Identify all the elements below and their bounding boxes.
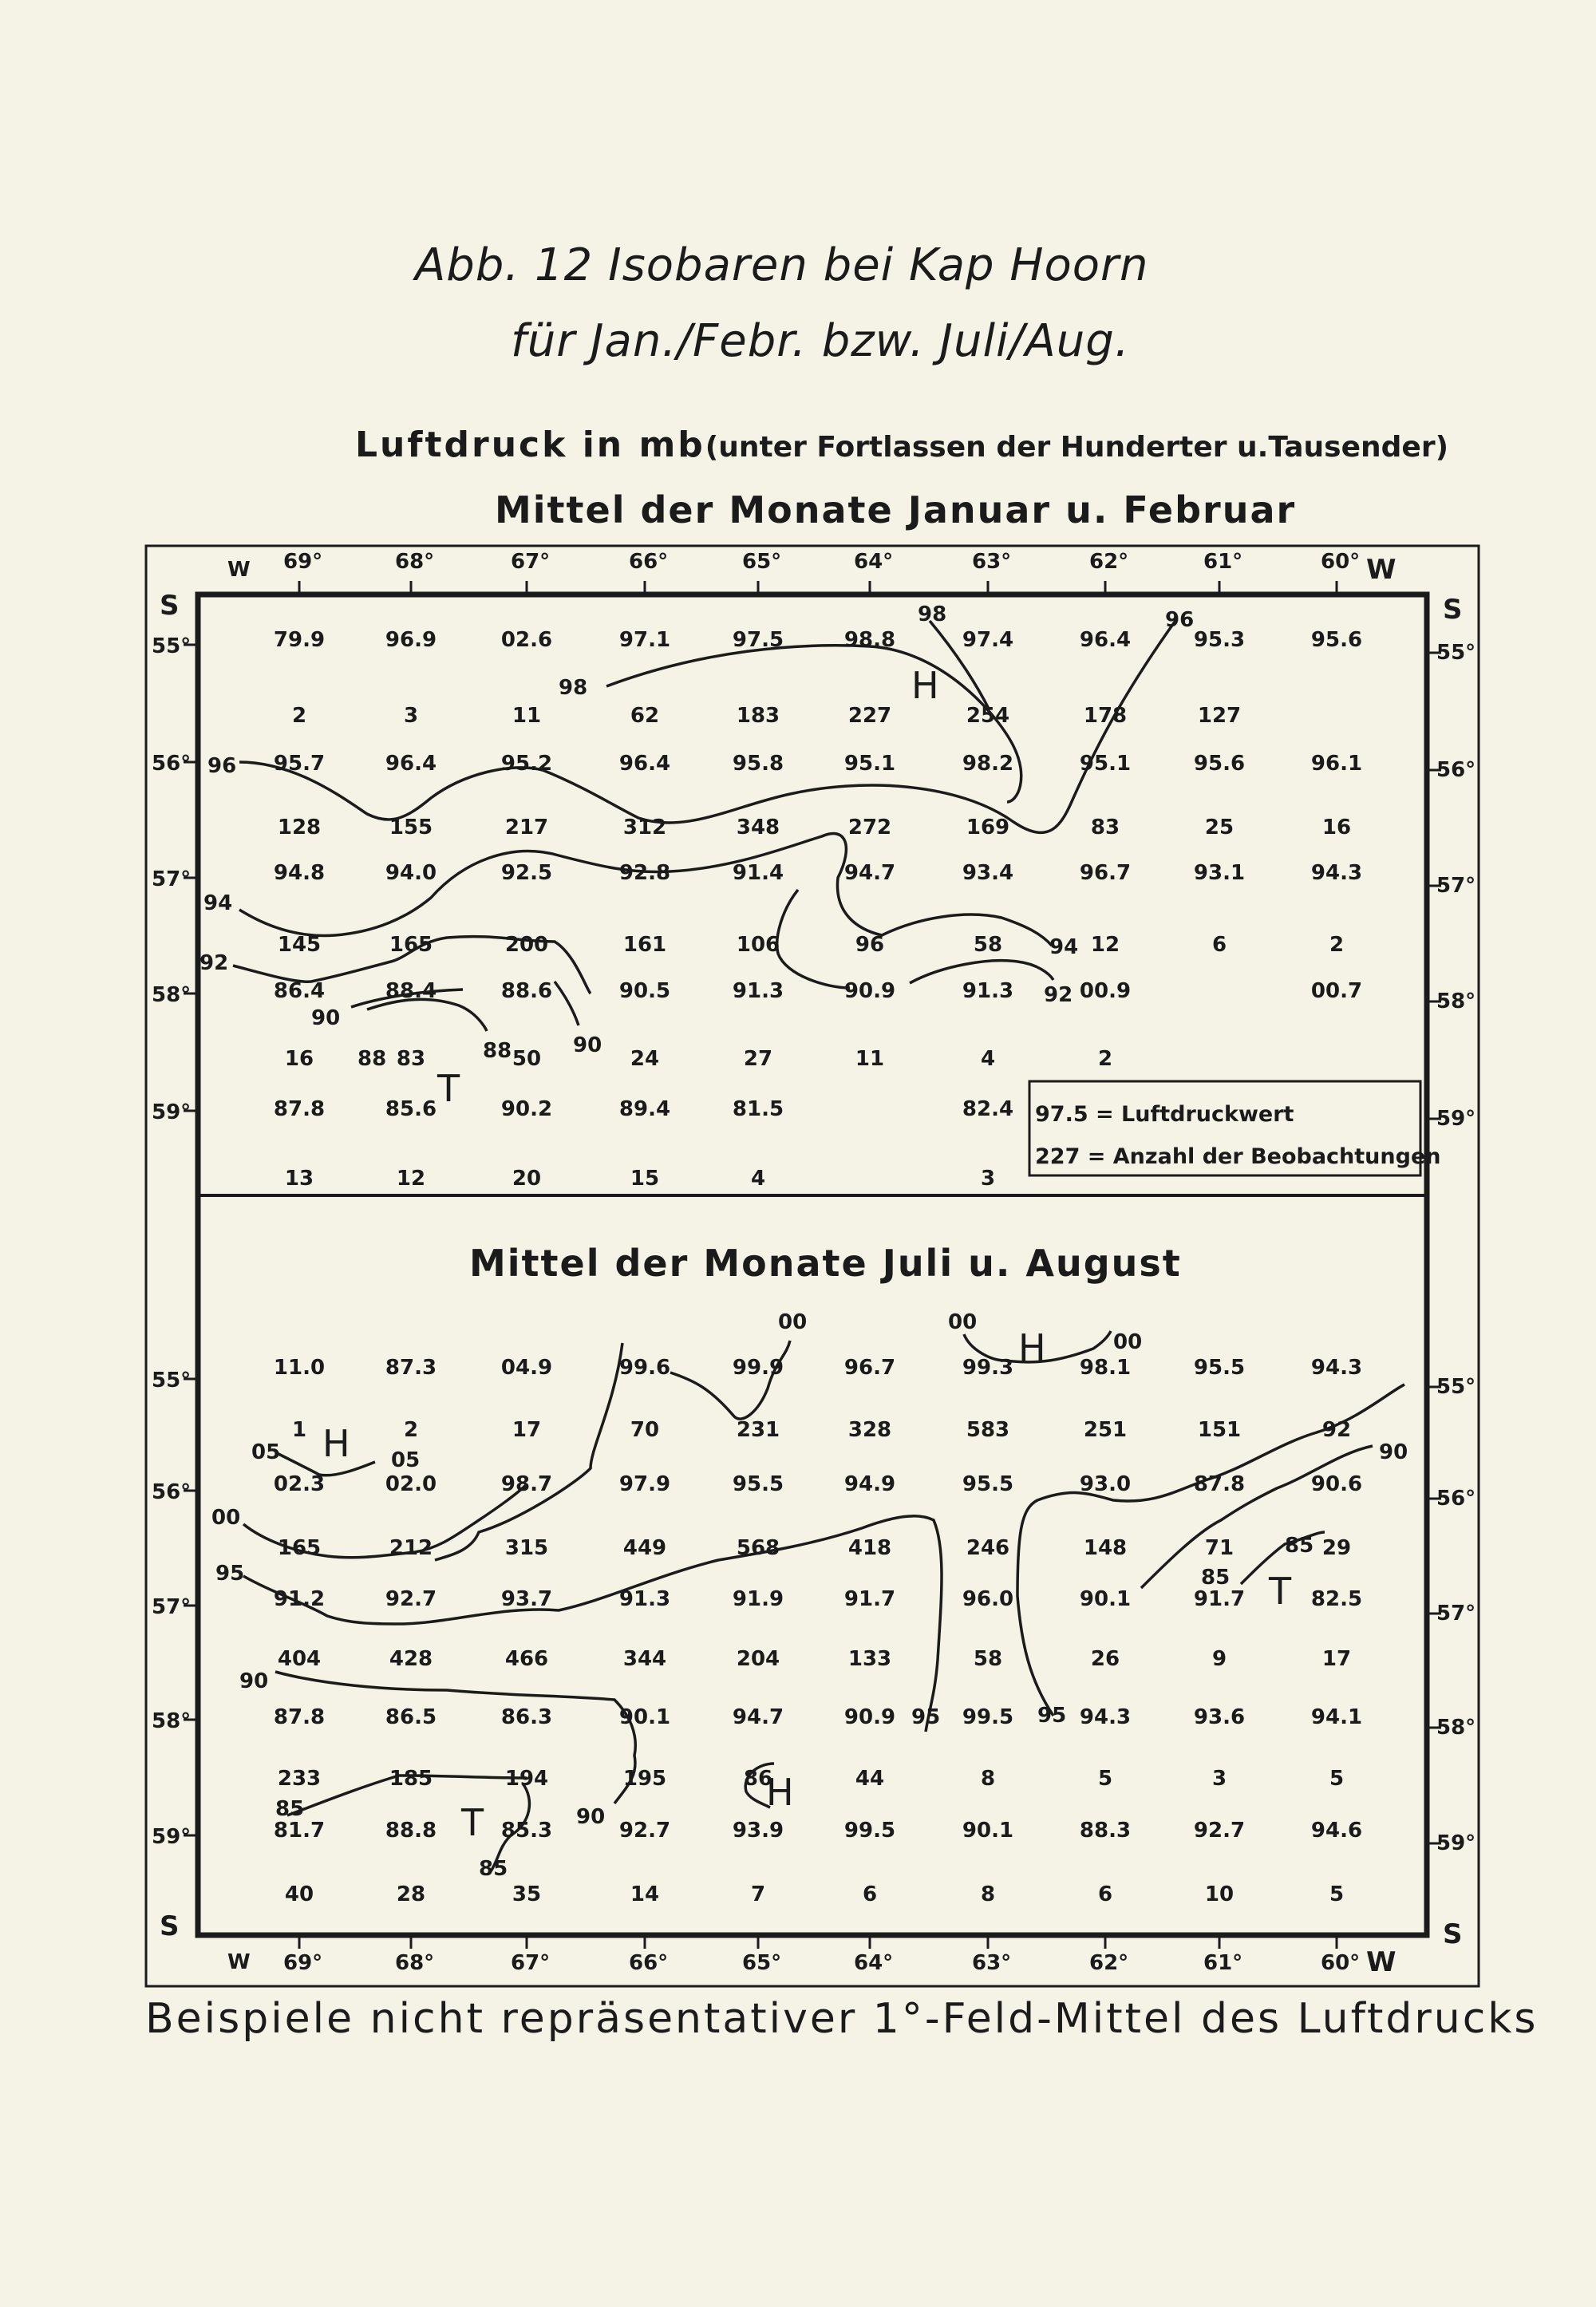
jan-cell-0-2: 02.6 xyxy=(500,628,553,652)
jul-cell-8-7: 88.3 xyxy=(1079,1819,1132,1843)
jul-isobar-label-90-west: 90 xyxy=(239,1669,269,1693)
jul-cell-7-9: 5 xyxy=(1329,1767,1345,1791)
inner-map-frame xyxy=(198,595,1427,1935)
jul-cell-0-9: 94.3 xyxy=(1310,1356,1363,1380)
jan-cell-0-9: 95.6 xyxy=(1310,628,1363,652)
jan-cell-3-9: 16 xyxy=(1321,816,1352,839)
compass-south-top-right: S xyxy=(1443,594,1463,626)
jan-isobar-label-90-b: 90 xyxy=(573,1033,602,1057)
jan-cell-4-3: 92.8 xyxy=(618,861,671,885)
lon-top-3: 66° xyxy=(629,550,669,574)
jan-cell-5-9: 2 xyxy=(1329,933,1345,957)
jul-cell-3-2: 315 xyxy=(504,1536,549,1560)
jan-cell-0-5: 98.8 xyxy=(843,628,896,652)
jul-cell-7-3: 195 xyxy=(622,1767,667,1791)
outer-map-frame xyxy=(146,546,1479,1986)
jul-isobar-label-85-south: 85 xyxy=(479,1857,508,1881)
jan-cell-0-3: 97.1 xyxy=(618,628,671,652)
lon-top-5: 64° xyxy=(854,550,894,574)
jul-cell-8-2: 85.3 xyxy=(500,1819,553,1843)
jul-isobar-label-85-east: 85 xyxy=(1201,1566,1231,1590)
jul-cell-9-7: 6 xyxy=(1097,1882,1113,1906)
jan-cell-1-8: 127 xyxy=(1197,704,1242,728)
jan-cell-5-2: 200 xyxy=(504,933,549,957)
jul-cell-1-6: 583 xyxy=(966,1418,1010,1442)
jul-isobar-label-95-b: 95 xyxy=(1037,1704,1067,1728)
jul-isobar-label-85-west: 85 xyxy=(275,1797,305,1821)
jul-cell-9-5: 6 xyxy=(862,1882,878,1906)
jan-isobar-94b xyxy=(777,890,850,988)
lat-left-1-1: 56° xyxy=(152,1480,192,1504)
jan-cell-0-6: 97.4 xyxy=(962,628,1014,652)
jul-cell-3-9: 29 xyxy=(1321,1536,1352,1560)
jul-isobar-label-05-b: 05 xyxy=(391,1448,421,1472)
jan-cell-3-1: 155 xyxy=(389,816,433,839)
jul-cell-5-0: 404 xyxy=(277,1647,322,1671)
compass-west-top-right: W xyxy=(1366,554,1396,586)
jul-isobar-90-south xyxy=(275,1672,635,1803)
jul-cell-0-4: 99.9 xyxy=(732,1356,784,1380)
lat-right-1-0: 55° xyxy=(1436,1375,1476,1399)
jul-low-center-east: T xyxy=(1269,1570,1292,1613)
jul-cell-5-3: 344 xyxy=(622,1647,667,1671)
jul-cell-4-2: 93.7 xyxy=(500,1587,553,1611)
jan-cell-2-3: 96.4 xyxy=(618,752,671,776)
jan-isobar-1255 xyxy=(555,982,579,1025)
jan-cell-7-3: 24 xyxy=(630,1047,660,1071)
jul-isobar-label-85-top: 85 xyxy=(1285,1534,1314,1558)
lat-right-0-1: 56° xyxy=(1436,758,1476,782)
compass-south-top-left: S xyxy=(160,590,180,622)
jul-cell-8-3: 92.7 xyxy=(618,1819,671,1843)
jul-cell-4-4: 91.9 xyxy=(732,1587,784,1611)
lat-right-1-4: 59° xyxy=(1436,1831,1476,1855)
lat-left-0-4: 59° xyxy=(152,1100,192,1124)
lat-left-0-2: 57° xyxy=(152,867,192,891)
jan-cell-3-2: 217 xyxy=(504,816,549,839)
jan-isobar-label-96-north: 96 xyxy=(1165,608,1195,632)
jul-cell-2-4: 95.5 xyxy=(732,1472,784,1496)
jan-cell-2-1: 96.4 xyxy=(385,752,437,776)
jul-isobar-label-90-east: 90 xyxy=(1379,1440,1408,1464)
jul-isobar-label-00-b: 00 xyxy=(948,1310,978,1334)
lon-bottom-5: 64° xyxy=(854,1951,894,1975)
jul-cell-8-5: 99.5 xyxy=(843,1819,896,1843)
jan-isobar-label-92: 92 xyxy=(200,951,229,975)
jul-cell-5-1: 428 xyxy=(389,1647,433,1671)
jul-cell-5-5: 133 xyxy=(847,1647,892,1671)
lon-bottom-6: 63° xyxy=(972,1951,1012,1975)
jul-cell-6-2: 86.3 xyxy=(500,1705,553,1729)
jan-cell-9-0: 13 xyxy=(284,1167,314,1191)
jan-cell-0-7: 96.4 xyxy=(1079,628,1132,652)
jan-cell-4-4: 91.4 xyxy=(732,861,784,885)
jan-cell-5-5: 96 xyxy=(855,933,885,957)
jan-cell-7-1: 83 xyxy=(396,1047,426,1071)
jul-cell-6-0: 87.8 xyxy=(273,1705,326,1729)
lon-bottom-7: 62° xyxy=(1089,1951,1129,1975)
jul-cell-0-6: 99.3 xyxy=(962,1356,1014,1380)
jul-cell-9-2: 35 xyxy=(512,1882,542,1906)
jan-isobar-88 xyxy=(367,999,487,1031)
jan-cell-4-7: 96.7 xyxy=(1079,861,1132,885)
jan-cell-9-4: 4 xyxy=(750,1167,766,1191)
jul-cell-4-8: 91.7 xyxy=(1193,1587,1246,1611)
jan-cell-9-3: 15 xyxy=(630,1167,660,1191)
jan-cell-4-9: 94.3 xyxy=(1310,861,1363,885)
lon-top-0: 69° xyxy=(283,550,323,574)
jul-cell-8-8: 92.7 xyxy=(1193,1819,1246,1843)
jul-cell-3-8: 71 xyxy=(1204,1536,1235,1560)
jan-isobar-96 xyxy=(239,618,1177,832)
jan-cell-4-5: 94.7 xyxy=(843,861,896,885)
jul-cell-0-0: 11.0 xyxy=(273,1356,326,1380)
jul-cell-6-4: 94.7 xyxy=(732,1705,784,1729)
lat-left-0-0: 55° xyxy=(152,634,192,658)
jul-cell-3-4: 568 xyxy=(736,1536,780,1560)
jul-cell-2-8: 87.8 xyxy=(1193,1472,1246,1496)
jul-isobar-label-95-west: 95 xyxy=(215,1562,245,1586)
jan-cell-4-8: 93.1 xyxy=(1193,861,1246,885)
jan-cell-8-1: 85.6 xyxy=(385,1097,437,1121)
january-february-isobar-lines xyxy=(233,618,1177,1031)
jan-cell-8-4: 81.5 xyxy=(732,1097,784,1121)
jul-cell-5-7: 26 xyxy=(1090,1647,1120,1671)
jul-isobar-label-90-south: 90 xyxy=(576,1805,606,1829)
jan-cell-3-4: 348 xyxy=(736,816,780,839)
jul-isobar-label-00-west: 00 xyxy=(211,1506,241,1530)
july-august-heading: Mittel der Monate Juli u. August xyxy=(469,1242,1182,1285)
jan-cell-5-1: 165 xyxy=(389,933,433,957)
latitude-labels xyxy=(152,634,1476,1855)
compass-west-bottom-right: W xyxy=(1366,1946,1396,1978)
lat-left-0-1: 56° xyxy=(152,752,192,776)
jul-cell-6-3: 90.1 xyxy=(618,1705,671,1729)
jan-cell-7-4: 27 xyxy=(743,1047,773,1071)
jul-cell-7-2: 194 xyxy=(504,1767,549,1791)
jan-isobar-label-92-east: 92 xyxy=(1044,983,1073,1007)
lat-left-1-2: 57° xyxy=(152,1595,192,1619)
jan-cell-3-5: 272 xyxy=(847,816,892,839)
legend-line-count: 227 = Anzahl der Beobachtungen xyxy=(1035,1144,1441,1169)
jul-cell-2-1: 02.0 xyxy=(385,1472,437,1496)
jan-cell-7-7: 2 xyxy=(1097,1047,1113,1071)
jul-cell-1-4: 231 xyxy=(736,1418,780,1442)
lat-right-1-2: 57° xyxy=(1436,1602,1476,1626)
lat-left-1-4: 59° xyxy=(152,1825,192,1849)
jul-cell-9-3: 14 xyxy=(630,1882,660,1906)
longitude-labels-top xyxy=(283,550,1396,595)
jan-cell-4-2: 92.5 xyxy=(500,861,553,885)
jul-cell-5-8: 9 xyxy=(1211,1647,1227,1671)
jul-cell-4-6: 96.0 xyxy=(962,1587,1014,1611)
jul-cell-0-7: 98.1 xyxy=(1079,1356,1132,1380)
jul-cell-1-7: 251 xyxy=(1083,1418,1128,1442)
lat-left-1-0: 55° xyxy=(152,1369,192,1392)
jul-isobar-label-00-c: 00 xyxy=(1113,1330,1143,1354)
jul-cell-4-3: 91.3 xyxy=(618,1587,671,1611)
lat-left-0-3: 58° xyxy=(152,983,192,1007)
jul-cell-6-6: 99.5 xyxy=(962,1705,1014,1729)
jan-cell-6-6: 91.3 xyxy=(962,979,1014,1003)
jul-high-center-south: H xyxy=(766,1771,794,1814)
jan-cell-7-6: 4 xyxy=(980,1047,996,1071)
jul-cell-7-0: 233 xyxy=(277,1767,322,1791)
jan-isobar-label-94: 94 xyxy=(203,891,233,915)
jul-cell-4-9: 82.5 xyxy=(1310,1587,1363,1611)
jan-isobar-label-96: 96 xyxy=(207,754,237,778)
jul-cell-8-1: 88.8 xyxy=(385,1819,437,1843)
legend-line-value: 97.5 = Luftdruckwert xyxy=(1035,1102,1294,1127)
jul-cell-2-7: 93.0 xyxy=(1079,1472,1132,1496)
jul-high-center-west: H xyxy=(322,1422,350,1465)
jul-cell-7-1: 185 xyxy=(389,1767,433,1791)
jan-cell-8-0: 87.8 xyxy=(273,1097,326,1121)
jan-cell-3-7: 83 xyxy=(1090,816,1120,839)
jan-cell-6-5: 90.9 xyxy=(843,979,896,1003)
jan-cell-5-8: 6 xyxy=(1211,933,1227,957)
jan-cell-9-2: 20 xyxy=(512,1167,542,1191)
lat-right-1-3: 58° xyxy=(1436,1716,1476,1740)
jan-cell-7-5: 11 xyxy=(855,1047,885,1071)
jul-cell-6-9: 94.1 xyxy=(1310,1705,1363,1729)
jan-cell-1-1: 3 xyxy=(403,704,419,728)
lon-bottom-8: 61° xyxy=(1203,1951,1243,1975)
jul-cell-1-0: 1 xyxy=(291,1418,307,1442)
lon-top-4: 65° xyxy=(742,550,782,574)
jul-cell-1-3: 70 xyxy=(630,1418,660,1442)
jan-cell-5-4: 106 xyxy=(736,933,780,957)
jul-cell-2-2: 98.7 xyxy=(500,1472,553,1496)
jul-cell-2-9: 90.6 xyxy=(1310,1472,1363,1496)
jul-cell-5-9: 17 xyxy=(1321,1647,1352,1671)
jul-cell-6-1: 86.5 xyxy=(385,1705,437,1729)
jul-cell-1-2: 17 xyxy=(512,1418,542,1442)
jul-cell-3-7: 148 xyxy=(1083,1536,1128,1560)
jan-cell-1-7: 178 xyxy=(1083,704,1128,728)
jul-cell-3-0: 165 xyxy=(277,1536,322,1560)
jan-cell-4-0: 94.8 xyxy=(273,861,326,885)
lat-right-0-2: 57° xyxy=(1436,874,1476,898)
jul-cell-0-2: 04.9 xyxy=(500,1356,553,1380)
jul-cell-7-6: 8 xyxy=(980,1767,996,1791)
jul-cell-0-8: 95.5 xyxy=(1193,1356,1246,1380)
lon-bottom-0: 69° xyxy=(283,1951,323,1975)
jul-cell-8-0: 81.7 xyxy=(273,1819,326,1843)
jul-cell-9-8: 10 xyxy=(1204,1882,1235,1906)
jul-cell-0-5: 96.7 xyxy=(843,1356,896,1380)
jan-cell-2-2: 95.2 xyxy=(500,752,553,776)
jul-cell-7-4: 86 xyxy=(743,1767,773,1791)
jan-cell-0-8: 95.3 xyxy=(1193,628,1246,652)
jan-cell-5-7: 12 xyxy=(1090,933,1120,957)
jul-cell-4-7: 90.1 xyxy=(1079,1587,1132,1611)
jan-cell-3-8: 25 xyxy=(1204,816,1235,839)
jul-cell-7-5: 44 xyxy=(855,1767,885,1791)
figure-title-line-1: Abb. 12 Isobaren bei Kap Hoorn xyxy=(415,239,1149,291)
jan-cell-1-4: 183 xyxy=(736,704,780,728)
jan-cell-2-9: 96.1 xyxy=(1310,752,1363,776)
jul-cell-4-1: 92.7 xyxy=(385,1587,437,1611)
lon-top-2: 67° xyxy=(511,550,551,574)
jul-cell-3-5: 418 xyxy=(847,1536,892,1560)
january-february-isobar-labels xyxy=(200,602,1194,1071)
jan-isobar-label-98: 98 xyxy=(918,602,947,626)
lat-right-0-0: 55° xyxy=(1436,641,1476,665)
jul-cell-6-5: 90.9 xyxy=(843,1705,896,1729)
jan-low-center: T xyxy=(437,1067,460,1110)
compass-south-bottom-right: S xyxy=(1443,1918,1463,1950)
jan-cell-4-1: 94.0 xyxy=(385,861,437,885)
jul-cell-4-0: 91.2 xyxy=(273,1587,326,1611)
jan-cell-6-4: 91.3 xyxy=(732,979,784,1003)
jan-cell-5-6: 58 xyxy=(973,933,1003,957)
jan-cell-2-6: 98.2 xyxy=(962,752,1014,776)
jan-cell-0-4: 97.5 xyxy=(732,628,784,652)
jul-cell-6-7: 94.3 xyxy=(1079,1705,1132,1729)
jan-cell-1-2: 11 xyxy=(512,704,542,728)
jan-cell-8-6: 82.4 xyxy=(962,1097,1014,1121)
lat-right-1-1: 56° xyxy=(1436,1487,1476,1511)
jan-cell-7-0: 16 xyxy=(284,1047,314,1071)
jan-cell-9-1: 12 xyxy=(396,1167,426,1191)
jan-cell-3-0: 128 xyxy=(277,816,322,839)
jul-cell-1-1: 2 xyxy=(403,1418,419,1442)
jan-cell-6-2: 88.6 xyxy=(500,979,553,1003)
jul-cell-9-4: 7 xyxy=(750,1882,766,1906)
jul-cell-5-6: 58 xyxy=(973,1647,1003,1671)
jul-cell-6-8: 93.6 xyxy=(1193,1705,1246,1729)
jan-cell-6-1: 88.4 xyxy=(385,979,437,1003)
jan-cell-2-4: 95.8 xyxy=(732,752,784,776)
jan-cell-7-2: 50 xyxy=(512,1047,542,1071)
jul-cell-8-6: 90.1 xyxy=(962,1819,1014,1843)
jul-cell-0-1: 87.3 xyxy=(385,1356,437,1380)
figure-footer-caption: Beispiele nicht repräsentativer 1°-Feld-Mittel des Luftdrucks xyxy=(145,1995,1539,2043)
jul-cell-4-5: 91.7 xyxy=(843,1587,896,1611)
jan-isobar-label-88-a: 88 xyxy=(358,1047,387,1071)
lat-right-0-4: 59° xyxy=(1436,1107,1476,1131)
jul-cell-5-2: 466 xyxy=(504,1647,549,1671)
compass-south-bottom-left: S xyxy=(160,1910,180,1942)
jan-cell-8-2: 90.2 xyxy=(500,1097,553,1121)
jul-isobar-label-05-a: 05 xyxy=(251,1440,281,1464)
jan-cell-6-7: 00.9 xyxy=(1079,979,1132,1003)
jan-cell-3-6: 169 xyxy=(966,816,1010,839)
jul-cell-2-5: 94.9 xyxy=(843,1472,896,1496)
jan-cell-1-6: 254 xyxy=(966,704,1010,728)
jan-cell-6-9: 00.7 xyxy=(1310,979,1363,1003)
figure-title-line-2: für Jan./Febr. bzw. Juli/Aug. xyxy=(511,315,1130,367)
lon-top-6: 63° xyxy=(972,550,1012,574)
jan-cell-5-3: 161 xyxy=(622,933,667,957)
jan-cell-5-0: 145 xyxy=(277,933,322,957)
jul-low-center-south: T xyxy=(461,1801,484,1844)
main-heading-note: (unter Fortlassen der Hunderter u.Tausender) xyxy=(705,431,1449,464)
jul-cell-7-7: 5 xyxy=(1097,1767,1113,1791)
jan-cell-2-7: 95.1 xyxy=(1079,752,1132,776)
jul-cell-1-5: 328 xyxy=(847,1418,892,1442)
jan-cell-2-5: 95.1 xyxy=(843,752,896,776)
jan-isobar-label-90: 90 xyxy=(311,1006,341,1030)
jan-cell-1-0: 2 xyxy=(291,704,307,728)
jan-cell-8-3: 89.4 xyxy=(618,1097,671,1121)
jan-cell-6-0: 86.4 xyxy=(273,979,326,1003)
main-heading-text: Luftdruck in mb xyxy=(355,425,705,465)
jan-cell-6-3: 90.5 xyxy=(618,979,671,1003)
lon-bottom-2: 67° xyxy=(511,1951,551,1975)
jul-cell-9-9: 5 xyxy=(1329,1882,1345,1906)
jul-cell-5-4: 204 xyxy=(736,1647,780,1671)
lat-left-1-3: 58° xyxy=(152,1709,192,1733)
jan-cell-2-8: 95.6 xyxy=(1193,752,1246,776)
lon-top-9: 60° xyxy=(1321,550,1361,574)
compass-west-top: W xyxy=(227,558,251,582)
lon-bottom-4: 65° xyxy=(742,1951,782,1975)
jul-isobar-label-00-a: 00 xyxy=(778,1310,808,1334)
jul-cell-8-9: 94.6 xyxy=(1310,1819,1363,1843)
lon-bottom-9: 60° xyxy=(1321,1951,1361,1975)
jul-high-center-north: H xyxy=(1018,1326,1046,1369)
jul-cell-8-4: 93.9 xyxy=(732,1819,784,1843)
jul-cell-9-0: 40 xyxy=(284,1882,314,1906)
jul-cell-7-8: 3 xyxy=(1211,1767,1227,1791)
jul-cell-3-6: 246 xyxy=(966,1536,1010,1560)
jul-isobar-00-a xyxy=(670,1341,790,1419)
jan-cell-3-3: 312 xyxy=(622,816,667,839)
lon-bottom-1: 68° xyxy=(395,1951,435,1975)
jan-isobar-label-88-b: 88 xyxy=(483,1039,512,1063)
jan-cell-4-6: 93.4 xyxy=(962,861,1014,885)
jul-cell-9-1: 28 xyxy=(396,1882,426,1906)
jul-isobar-label-95-a: 95 xyxy=(911,1705,941,1729)
lon-bottom-3: 66° xyxy=(629,1951,669,1975)
july-august-values xyxy=(274,1356,1362,1906)
compass-west-bottom: W xyxy=(227,1950,251,1974)
lat-right-0-3: 58° xyxy=(1436,990,1476,1013)
jul-cell-2-6: 95.5 xyxy=(962,1472,1014,1496)
jan-isobar-label-94-east: 94 xyxy=(1049,935,1079,959)
lon-top-8: 61° xyxy=(1203,550,1243,574)
jan-cell-1-5: 227 xyxy=(847,704,892,728)
longitude-labels-bottom xyxy=(283,1935,1396,1978)
jan-cell-2-0: 95.7 xyxy=(273,752,326,776)
jan-isobar-94 xyxy=(239,834,1052,946)
jul-cell-1-8: 151 xyxy=(1197,1418,1242,1442)
jul-cell-9-6: 8 xyxy=(980,1882,996,1906)
jul-cell-2-3: 97.9 xyxy=(618,1472,671,1496)
jul-cell-2-0: 02.3 xyxy=(273,1472,326,1496)
jul-cell-3-1: 212 xyxy=(389,1536,433,1560)
january-february-heading: Mittel der Monate Januar u. Februar xyxy=(495,488,1297,531)
lon-top-7: 62° xyxy=(1089,550,1129,574)
jan-isobar-label-98-west: 98 xyxy=(559,676,588,700)
jul-cell-3-3: 449 xyxy=(622,1536,667,1560)
lon-top-1: 68° xyxy=(395,550,435,574)
jan-cell-0-0: 79.9 xyxy=(273,628,326,652)
jan-high-center: H xyxy=(911,664,939,707)
jan-cell-1-3: 62 xyxy=(630,704,660,728)
jan-isobar-98 xyxy=(606,646,1021,802)
jul-cell-1-9: 92 xyxy=(1321,1418,1352,1442)
jan-cell-0-1: 96.9 xyxy=(385,628,437,652)
jan-cell-9-6: 3 xyxy=(980,1167,996,1191)
jul-cell-0-3: 99.6 xyxy=(618,1356,671,1380)
